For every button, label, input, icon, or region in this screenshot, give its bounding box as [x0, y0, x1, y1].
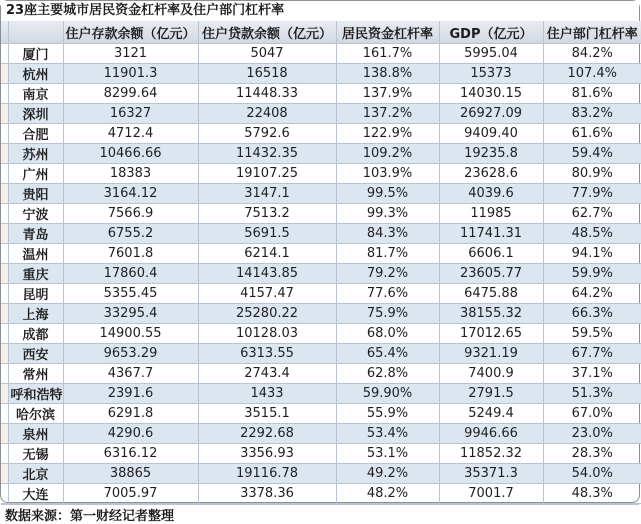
value-cell: 61.6%: [543, 124, 641, 144]
value-cell: 49.2%: [336, 464, 439, 484]
value-cell: 84.2%: [543, 44, 641, 64]
value-cell: 33295.4: [63, 304, 198, 324]
row-edge-sliver: [1, 244, 8, 264]
row-edge-sliver: [1, 204, 8, 224]
value-cell: 15373: [439, 64, 543, 84]
row-edge-sliver: [1, 304, 8, 324]
value-cell: 5047: [198, 44, 336, 64]
value-cell: 2743.4: [198, 364, 336, 384]
value-cell: 4290.6: [63, 424, 198, 444]
value-cell: 6606.1: [439, 244, 543, 264]
value-cell: 6214.1: [198, 244, 336, 264]
value-cell: 3164.12: [63, 184, 198, 204]
header-resident-ratio: 居民资金杠杆率: [336, 21, 439, 44]
value-cell: 6291.8: [63, 404, 198, 424]
city-cell: 厦门: [8, 44, 63, 64]
table-row: [1, 64, 641, 84]
city-cell: 杭州: [8, 64, 63, 84]
value-cell: 75.9%: [336, 304, 439, 324]
value-cell: 81.6%: [543, 84, 641, 104]
value-cell: 138.8%: [336, 64, 439, 84]
value-cell: 137.2%: [336, 104, 439, 124]
value-cell: 5995.04: [439, 44, 543, 64]
value-cell: 4157.47: [198, 284, 336, 304]
value-cell: 94.1%: [543, 244, 641, 264]
value-cell: 99.5%: [336, 184, 439, 204]
value-cell: 23628.6: [439, 164, 543, 184]
value-cell: 62.8%: [336, 364, 439, 384]
value-cell: 62.7%: [543, 204, 641, 224]
table-row: [1, 204, 641, 224]
value-cell: 80.9%: [543, 164, 641, 184]
table-row: [1, 424, 641, 444]
table-row: [1, 324, 641, 344]
header-deposit: 住户存款余额（亿元）: [63, 21, 198, 44]
value-cell: 9409.40: [439, 124, 543, 144]
city-cell: 呼和浩特: [8, 384, 63, 404]
table-row: [1, 284, 641, 304]
value-cell: 3121: [63, 44, 198, 64]
city-cell: 青岛: [8, 224, 63, 244]
row-edge-sliver: [1, 104, 8, 124]
value-cell: 48.5%: [543, 224, 641, 244]
value-cell: 2791.5: [439, 384, 543, 404]
table-row: [1, 484, 641, 504]
value-cell: 3356.93: [198, 444, 336, 464]
city-cell: 合肥: [8, 124, 63, 144]
value-cell: 6313.55: [198, 344, 336, 364]
value-cell: 6316.12: [63, 444, 198, 464]
value-cell: 9321.19: [439, 344, 543, 364]
value-cell: 64.2%: [543, 284, 641, 304]
value-cell: 2391.6: [63, 384, 198, 404]
value-cell: 10128.03: [198, 324, 336, 344]
city-cell: 无锡: [8, 444, 63, 464]
row-edge-sliver: [1, 84, 8, 104]
value-cell: 11985: [439, 204, 543, 224]
table-row: [1, 224, 641, 244]
value-cell: 3515.1: [198, 404, 336, 424]
value-cell: 53.1%: [336, 444, 439, 464]
value-cell: 7566.9: [63, 204, 198, 224]
city-cell: 宁波: [8, 204, 63, 224]
value-cell: 17860.4: [63, 264, 198, 284]
table-row: [1, 304, 641, 324]
row-edge-sliver: [1, 284, 8, 304]
value-cell: 19116.78: [198, 464, 336, 484]
city-cell: 西安: [8, 344, 63, 364]
value-cell: 9946.66: [439, 424, 543, 444]
value-cell: 77.6%: [336, 284, 439, 304]
table-row: [1, 404, 641, 424]
row-edge-sliver: [1, 184, 8, 204]
row-edge-sliver: [1, 224, 8, 244]
row-edge-sliver: [1, 384, 8, 404]
city-cell: 常州: [8, 364, 63, 384]
value-cell: 6475.88: [439, 284, 543, 304]
value-cell: 84.3%: [336, 224, 439, 244]
value-cell: 8299.64: [63, 84, 198, 104]
city-cell: 贵阳: [8, 184, 63, 204]
table-row: [1, 364, 641, 384]
value-cell: 122.9%: [336, 124, 439, 144]
value-cell: 48.3%: [543, 484, 641, 504]
value-cell: 7001.7: [439, 484, 543, 504]
value-cell: 5249.4: [439, 404, 543, 424]
value-cell: 38865: [63, 464, 198, 484]
value-cell: 22408: [198, 104, 336, 124]
city-cell: 昆明: [8, 284, 63, 304]
value-cell: 4039.6: [439, 184, 543, 204]
value-cell: 4367.7: [63, 364, 198, 384]
value-cell: 35371.3: [439, 464, 543, 484]
value-cell: 83.2%: [543, 104, 641, 124]
city-cell: 苏州: [8, 144, 63, 164]
value-cell: 16518: [198, 64, 336, 84]
city-cell: 大连: [8, 484, 63, 504]
value-cell: 17012.65: [439, 324, 543, 344]
row-edge-sliver: [1, 44, 8, 64]
value-cell: 19107.25: [198, 164, 336, 184]
value-cell: 11432.35: [198, 144, 336, 164]
value-cell: 3147.1: [198, 184, 336, 204]
city-cell: 南京: [8, 84, 63, 104]
leverage-table: [1, 21, 641, 504]
table-row: [1, 164, 641, 184]
value-cell: 28.3%: [543, 444, 641, 464]
value-cell: 59.5%: [543, 324, 641, 344]
value-cell: 11852.32: [439, 444, 543, 464]
table-row: [1, 264, 641, 284]
value-cell: 67.7%: [543, 344, 641, 364]
value-cell: 68.0%: [336, 324, 439, 344]
header-gdp: GDP（亿元）: [439, 21, 543, 44]
header-row: [1, 21, 641, 44]
value-cell: 161.7%: [336, 44, 439, 64]
row-edge-sliver: [1, 264, 8, 284]
value-cell: 81.7%: [336, 244, 439, 264]
table-row: [1, 344, 641, 364]
table-title: 23座主要城市居民资金杠杆率及住户部门杠杆率: [1, 1, 639, 21]
city-cell: 北京: [8, 464, 63, 484]
value-cell: 14900.55: [63, 324, 198, 344]
table-body: [1, 44, 641, 504]
value-cell: 79.2%: [336, 264, 439, 284]
value-cell: 23605.77: [439, 264, 543, 284]
city-cell: 温州: [8, 244, 63, 264]
city-cell: 哈尔滨: [8, 404, 63, 424]
value-cell: 54.0%: [543, 464, 641, 484]
value-cell: 11741.31: [439, 224, 543, 244]
value-cell: 18383: [63, 164, 198, 184]
value-cell: 77.9%: [543, 184, 641, 204]
row-edge-sliver: [1, 124, 8, 144]
table-row: [1, 184, 641, 204]
row-edge-sliver: [1, 364, 8, 384]
table-row: [1, 244, 641, 264]
value-cell: 11448.33: [198, 84, 336, 104]
table-row: [1, 384, 641, 404]
value-cell: 51.3%: [543, 384, 641, 404]
value-cell: 4712.4: [63, 124, 198, 144]
value-cell: 109.2%: [336, 144, 439, 164]
value-cell: 3378.36: [198, 484, 336, 504]
table-row: [1, 444, 641, 464]
table-row: [1, 44, 641, 64]
city-cell: 泉州: [8, 424, 63, 444]
value-cell: 65.4%: [336, 344, 439, 364]
value-cell: 137.9%: [336, 84, 439, 104]
header-edge-sliver: [1, 21, 8, 44]
header-city: [8, 21, 63, 44]
data-source-note: 数据来源：第一财经记者整理: [1, 505, 639, 524]
table-row: [1, 104, 641, 124]
row-edge-sliver: [1, 444, 8, 464]
row-edge-sliver: [1, 64, 8, 84]
value-cell: 6755.2: [63, 224, 198, 244]
row-edge-sliver: [1, 324, 8, 344]
value-cell: 19235.8: [439, 144, 543, 164]
value-cell: 103.9%: [336, 164, 439, 184]
row-edge-sliver: [1, 484, 8, 504]
city-cell: 上海: [8, 304, 63, 324]
table-row: [1, 124, 641, 144]
value-cell: 7400.9: [439, 364, 543, 384]
value-cell: 48.2%: [336, 484, 439, 504]
row-edge-sliver: [1, 464, 8, 484]
value-cell: 55.9%: [336, 404, 439, 424]
value-cell: 59.9%: [543, 264, 641, 284]
value-cell: 67.0%: [543, 404, 641, 424]
city-cell: 广州: [8, 164, 63, 184]
city-cell: 重庆: [8, 264, 63, 284]
value-cell: 38155.32: [439, 304, 543, 324]
value-cell: 11901.3: [63, 64, 198, 84]
value-cell: 5355.45: [63, 284, 198, 304]
value-cell: 23.0%: [543, 424, 641, 444]
value-cell: 10466.66: [63, 144, 198, 164]
row-edge-sliver: [1, 404, 8, 424]
value-cell: 26927.09: [439, 104, 543, 124]
city-cell: 深圳: [8, 104, 63, 124]
table-row: [1, 84, 641, 104]
table-row: [1, 144, 641, 164]
header-household-ratio: 住户部门杠杆率: [543, 21, 641, 44]
value-cell: 25280.22: [198, 304, 336, 324]
value-cell: 1433: [198, 384, 336, 404]
value-cell: 5792.6: [198, 124, 336, 144]
value-cell: 14143.85: [198, 264, 336, 284]
value-cell: 37.1%: [543, 364, 641, 384]
value-cell: 66.3%: [543, 304, 641, 324]
header-loan: 住户贷款余额（亿元）: [198, 21, 336, 44]
city-cell: 成都: [8, 324, 63, 344]
value-cell: 9653.29: [63, 344, 198, 364]
row-edge-sliver: [1, 344, 8, 364]
row-edge-sliver: [1, 424, 8, 444]
table-row: [1, 464, 641, 484]
value-cell: 16327: [63, 104, 198, 124]
value-cell: 59.4%: [543, 144, 641, 164]
value-cell: 7601.8: [63, 244, 198, 264]
value-cell: 2292.68: [198, 424, 336, 444]
value-cell: 59.90%: [336, 384, 439, 404]
value-cell: 5691.5: [198, 224, 336, 244]
value-cell: 107.4%: [543, 64, 641, 84]
value-cell: 99.3%: [336, 204, 439, 224]
row-edge-sliver: [1, 164, 8, 184]
value-cell: 7005.97: [63, 484, 198, 504]
table-header: [1, 21, 641, 44]
row-edge-sliver: [1, 144, 8, 164]
value-cell: 14030.15: [439, 84, 543, 104]
value-cell: 53.4%: [336, 424, 439, 444]
value-cell: 7513.2: [198, 204, 336, 224]
